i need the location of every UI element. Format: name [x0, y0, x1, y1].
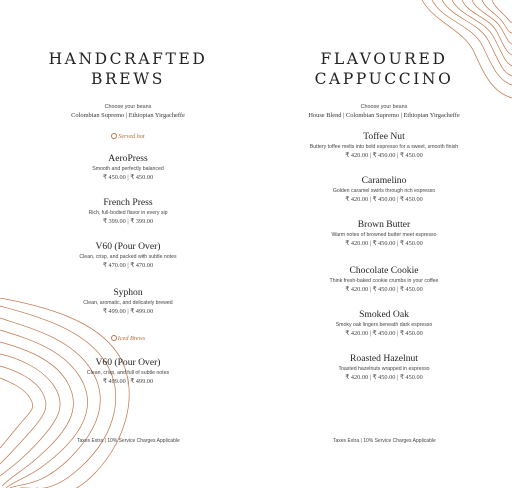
item-name: French Press	[103, 197, 153, 208]
menu-item	[256, 309, 512, 338]
item-price: ₹ 499.00 | ₹ 499.00	[102, 308, 154, 315]
item-name: Smoked Oak	[359, 309, 409, 320]
footer-note: Taxes Extra | 10% Service Charges Applicable	[77, 438, 180, 444]
item-name: Brown Butter	[357, 219, 411, 230]
served-hot-label: Served hot	[118, 133, 145, 140]
item-name: Syphon	[113, 287, 143, 298]
item-price: ₹ 420.00 | ₹ 450.00 | ₹ 450.00	[345, 196, 423, 203]
item-description: Rich, full-bodied flavor in every sip	[88, 210, 168, 216]
beans-caption: Choose your beans	[104, 104, 152, 110]
item-name: Toffee Nut	[363, 131, 405, 142]
menu-item	[0, 153, 256, 182]
item-price: ₹ 399.00 | ₹ 399.00	[102, 218, 154, 225]
item-price: ₹ 450.00 | ₹ 450.00	[102, 174, 154, 181]
title-line-2: CAPPUCCINO	[314, 70, 454, 88]
item-description: Buttery toffee melts into bold espresso for a sweet, smooth finish	[309, 144, 459, 150]
menu-item	[256, 353, 512, 382]
footer-note: Taxes Extra | 10% Service Charges Applicable	[333, 438, 436, 444]
item-description: Smoky oak lingers beneath dark espresso	[335, 322, 433, 328]
beans-caption: Choose your beans	[360, 104, 408, 110]
item-name: AeroPress	[108, 153, 148, 164]
item-price: ₹ 420.00 | ₹ 450.00 | ₹ 450.00	[345, 286, 423, 293]
section-title	[256, 49, 512, 89]
item-name: Roasted Hazelnut	[350, 353, 418, 364]
item-name: V60 (Pour Over)	[95, 241, 161, 252]
item-description: Clean, aromatic, and delicately brewed	[83, 300, 173, 306]
item-price: ₹ 420.00 | ₹ 450.00 | ₹ 450.00	[345, 240, 423, 247]
item-name: Caramelino	[361, 175, 407, 186]
item-price: ₹ 499.00 | ₹ 499.00	[102, 378, 154, 385]
item-price: ₹ 420.00 | ₹ 450.00 | ₹ 450.00	[345, 152, 423, 159]
cup-icon	[111, 133, 117, 139]
served-hot-tag	[0, 133, 256, 140]
ice-cube-icon	[111, 335, 117, 341]
iced-brews-tag	[0, 335, 256, 342]
title-line-1: FLAVOURED	[320, 50, 448, 68]
item-price: ₹ 420.00 | ₹ 450.00 | ₹ 450.00	[345, 330, 423, 337]
menu-item	[0, 357, 256, 386]
title-line-1: HANDCRAFTED	[48, 50, 208, 68]
menu-item	[256, 175, 512, 204]
item-description: Toasted hazelnuts wrapped in espresso	[338, 366, 430, 372]
item-price: ₹ 470.00 | ₹ 470.00	[102, 262, 154, 269]
item-description: Warm notes of browned butter meet espresso	[331, 232, 437, 238]
item-price: ₹ 420.00 | ₹ 450.00 | ₹ 450.00	[345, 374, 423, 381]
beans-list: House Blend | Colombian Supremo | Ethiopian Yirgacheffe	[308, 112, 460, 119]
beans-list: Colombian Supremo | Ethiopian Yirgacheffe	[71, 112, 185, 119]
item-description: Think fresh-baked cookie crumbs in your coffee	[329, 278, 439, 284]
item-description: Golden caramel swirls through rich espresso	[332, 188, 436, 194]
item-name: V60 (Pour Over)	[95, 357, 161, 368]
menu-item	[256, 265, 512, 294]
menu-item	[256, 131, 512, 160]
item-name: Chocolate Cookie	[349, 265, 419, 276]
menu-item	[256, 219, 512, 248]
item-description: Clean, crisp, and packed with subtle notes	[79, 254, 177, 260]
section-title	[0, 49, 256, 89]
flavoured-cappuccino-column	[256, 0, 512, 488]
item-description: Clean, crisp, and full of subtle notes	[86, 370, 170, 376]
menu-item	[0, 241, 256, 270]
menu-item	[0, 287, 256, 316]
iced-brews-label: Iced Brews	[117, 335, 146, 342]
title-line-2: BREWS	[91, 70, 165, 88]
menu-item	[0, 197, 256, 226]
item-description: Smooth and perfectly balanced	[92, 166, 164, 172]
